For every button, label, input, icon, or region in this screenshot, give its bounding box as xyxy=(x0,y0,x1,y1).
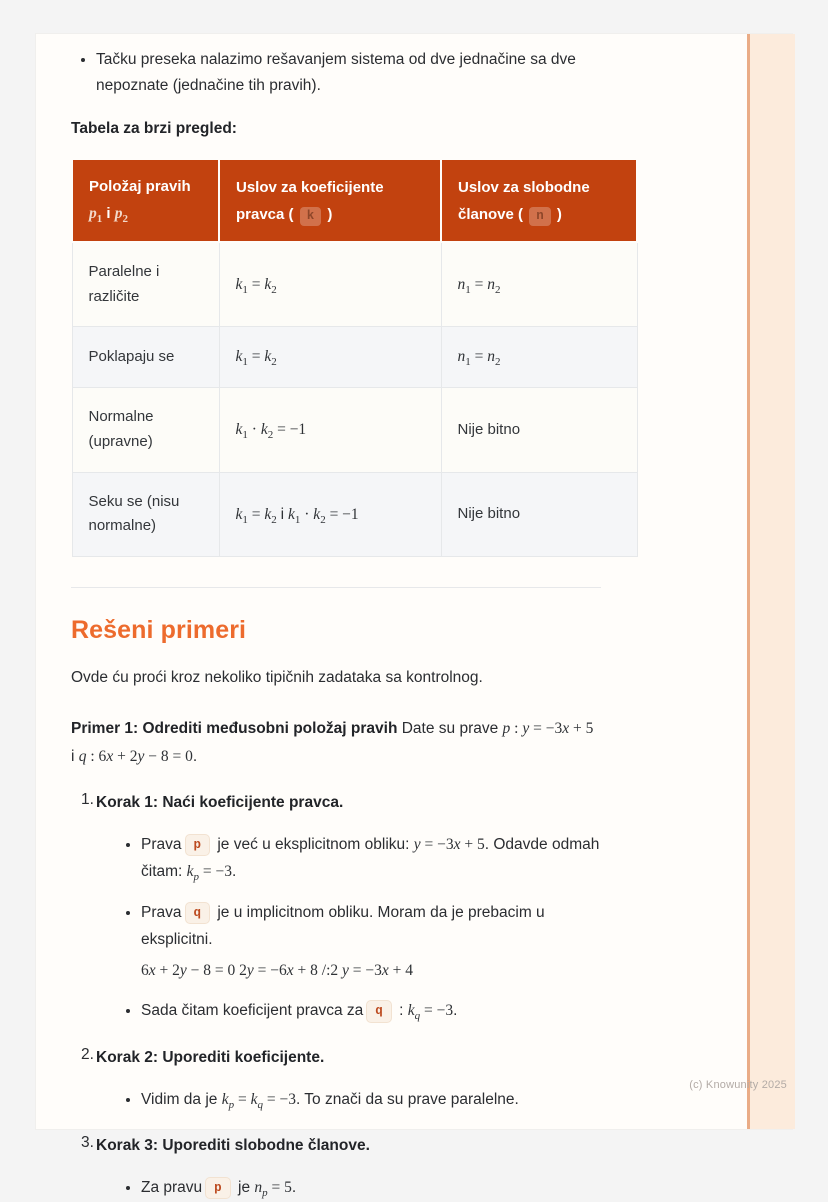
step-number: 2. xyxy=(81,1046,94,1064)
page-content xyxy=(36,34,759,1202)
math-explicit-form: y = −3x + 5 xyxy=(413,835,485,853)
header-position-line2 xyxy=(89,200,202,228)
text: . xyxy=(291,1179,297,1197)
math-line-p: p : y = −3x + 5 xyxy=(502,720,594,737)
table-row xyxy=(72,472,637,557)
math-k-condition: $k_1 = k_2$ i $k_1 \cdot k_2 = -1$ xyxy=(235,505,359,526)
text: Prava xyxy=(141,903,182,921)
header-cell-position xyxy=(72,159,219,242)
q-code-badge: q xyxy=(185,902,211,924)
math-np: $n_p = 5$ xyxy=(254,1179,292,1200)
text: . To znači da su prave paralelne. xyxy=(295,1090,519,1108)
text: je xyxy=(233,1179,255,1197)
row-n-condition xyxy=(441,327,637,388)
row-k-condition xyxy=(219,472,441,557)
math-line-q: q : 6x + 2y − 8 = 0 xyxy=(78,747,193,765)
math-k-condition: $k_1 \cdot k_2 = -1$ xyxy=(235,421,307,442)
primer1-text3: . xyxy=(192,747,198,765)
header-position-line1: Položaj pravih xyxy=(89,178,191,196)
row-k-condition xyxy=(219,388,441,473)
text: Vidim da je xyxy=(141,1090,222,1108)
header-intercept-close: ) xyxy=(556,205,562,223)
table-header-row xyxy=(72,159,637,242)
step-title: Korak 2: Uporediti koeficijente. xyxy=(96,1049,325,1067)
step-2-bullet-1 xyxy=(141,1086,601,1114)
primer1-paragraph xyxy=(71,715,601,771)
math-transformation: 6x + 2y − 8 = 0 2y = −6x + 8 /:2 y = −3x + 4 xyxy=(141,961,414,979)
step-2-bullets xyxy=(96,1086,601,1114)
step-3-bullet-1 xyxy=(141,1174,601,1202)
math-k-condition: $k_1 = k_2$ xyxy=(235,275,277,296)
math-compare-k: $k_p = k_q = -3$ xyxy=(221,1090,296,1111)
header-cell-intercept-condition xyxy=(441,159,637,242)
row-label: Poklapaju se xyxy=(72,327,219,388)
p-code-badge: p xyxy=(185,834,211,856)
text: je u implicitnom obliku. Moram da je prebacim u eksplicitni. xyxy=(141,903,545,949)
table-row xyxy=(72,388,637,473)
step-1-bullet-3 xyxy=(141,997,601,1025)
conjunction: i xyxy=(106,205,111,223)
n-code-badge: n xyxy=(529,207,551,227)
table-row xyxy=(72,327,637,388)
step-3-bullets xyxy=(96,1174,601,1202)
math-kq: $k_q = -3$ xyxy=(407,1002,454,1023)
intro-bullet-list xyxy=(71,47,601,99)
k-code-badge: k xyxy=(300,207,322,227)
step-2 xyxy=(71,1046,601,1113)
row-label: Normalne (upravne) xyxy=(72,388,219,473)
row-k-condition xyxy=(219,327,441,388)
text: je već u eksplicitnom obliku: xyxy=(213,835,414,853)
text: Sada čitam koeficijent pravca za xyxy=(141,1002,364,1020)
text: . xyxy=(232,863,237,881)
row-n-condition: Nije bitno xyxy=(441,472,637,557)
math-k-condition: $k_1 = k_2$ xyxy=(235,348,277,369)
text: . Odavde odmah čitam: xyxy=(141,835,600,881)
math-n-condition: $n_1 = n_2$ xyxy=(457,348,501,369)
header-cell-slope-condition xyxy=(219,159,441,242)
section-divider xyxy=(71,587,601,588)
step-1-bullet-2 xyxy=(141,899,601,985)
step-1-bullets xyxy=(96,831,601,1025)
step-1-bullet-1 xyxy=(141,831,601,886)
row-label: Seku se (nisu normalne) xyxy=(72,472,219,557)
row-label: Paralelne i različite xyxy=(72,242,219,327)
text: Prava xyxy=(141,835,182,853)
math-n-condition: $n_1 = n_2$ xyxy=(457,275,501,296)
p-code-badge: p xyxy=(205,1177,231,1199)
intro-bullet: • Tačku preseka nalazimo rešavanjem sistema od dve jednačine sa dve nepoznate (jednačine tih pravih). xyxy=(96,47,601,99)
step-title: Korak 3: Uporediti slobodne članove. xyxy=(96,1137,370,1155)
step-1 xyxy=(71,791,601,1025)
primer1-text2: i xyxy=(71,747,79,765)
row-k-condition xyxy=(219,242,441,327)
row-n-condition: Nije bitno xyxy=(441,388,637,473)
text: . xyxy=(453,1002,458,1020)
table-caption: Tabela za brzi pregled: xyxy=(71,120,237,138)
math-p1: $p_1$ xyxy=(89,205,103,226)
examples-lead: Ovde ću proći kroz nekoliko tipičnih zadataka sa kontrolnog. xyxy=(71,669,483,687)
q-code-badge: q xyxy=(366,1000,392,1022)
table-row xyxy=(72,242,637,327)
examples-heading: Rešeni primeri xyxy=(71,616,247,645)
document-page xyxy=(35,33,793,1200)
header-slope-text: Uslov za koeficijente pravca ( xyxy=(236,178,384,223)
text: : xyxy=(394,1002,408,1020)
math-kp: $k_p = -3$ xyxy=(186,863,233,884)
text: Za pravu xyxy=(141,1179,203,1197)
step-number: 1. xyxy=(81,790,94,808)
header-slope-close: ) xyxy=(327,205,333,223)
primer1-text1: Date su prave xyxy=(397,720,503,737)
overview-table xyxy=(71,158,638,557)
math-p2: $p_2$ xyxy=(114,205,129,226)
step-3 xyxy=(71,1134,601,1201)
primer1-title: Primer 1: Odrediti međusobni položaj pravih xyxy=(71,720,398,737)
step-title: Korak 1: Naći koeficijente pravca. xyxy=(96,793,344,811)
steps-list xyxy=(71,791,601,1202)
watermark: (c) Knowunity 2025 xyxy=(689,1079,787,1091)
step-number: 3. xyxy=(81,1134,94,1152)
header-intercept-text: Uslov za slobodne članove ( xyxy=(458,178,590,223)
row-n-condition xyxy=(441,242,637,327)
